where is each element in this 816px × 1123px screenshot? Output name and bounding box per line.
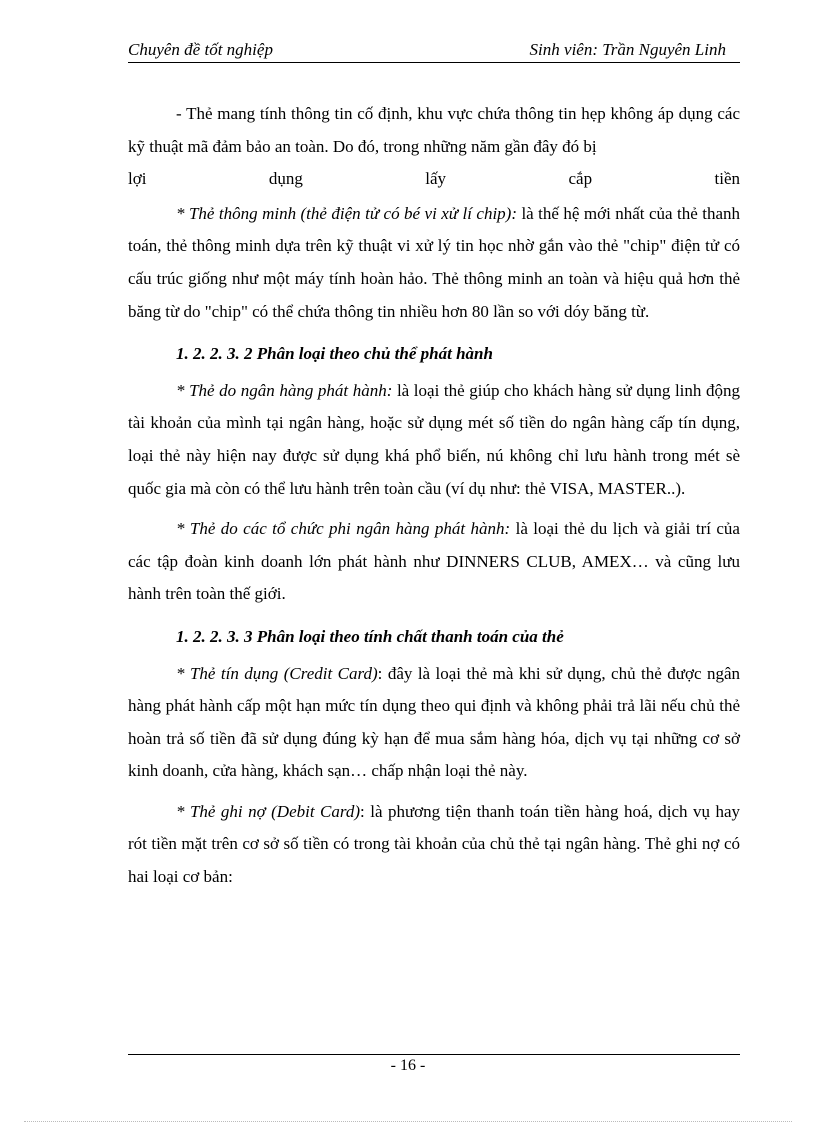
- page-header: [128, 38, 740, 63]
- term-bank-card: * Thẻ do ngân hàng phát hành:: [176, 380, 393, 400]
- header-author: Sinh viên: Trần Nguyên Linh: [529, 40, 726, 59]
- paragraph-text: là thế hệ mới nhất của thẻ thanh toán, thẻ thông minh dựa trên kỹ thuật vi xử lý tin học nhờ gắn vào thẻ "chip" điện tử có cấu trúc giống như một máy tính hoàn hảo. Thẻ thông minh an toàn và hiệu quả hơn thẻ băng từ do "chip" có thể chứa thông tin nhiều hơn 80 lần so với dóy băng từ.: [128, 203, 740, 321]
- paragraph-text: là loại thẻ giúp cho khách hàng sử dụng linh động tài khoản của mình tại ngân hàng, hoặc sử dụng mét số tiền do ngân hàng cấp tín dụng, loại thẻ này hiện nay được sử dụng khá phổ biến, nú không chỉ lưu hành trong mét sè quốc gia mà còn có thể lưu hành trên toàn cầu (ví dụ như: thẻ VISA, MASTER..).: [128, 380, 740, 498]
- term-debit-card: * Thẻ ghi nợ (Debit Card): [176, 801, 361, 821]
- paragraph-smart-card: [128, 198, 740, 328]
- paragraph-text: lợi dụng lấy cắp tiền: [128, 169, 740, 189]
- paragraph-text: : đây là loại thẻ mà khi sử dụng, chủ thẻ được ngân hàng phát hành cấp một hạn mức tín dụng theo qui định và không phải trả lãi nếu chủ thẻ hoàn trả số tiền đã sử dụng đúng kỳ hạn để mua sắm hàng hóa, dịch vụ tại những cơ sở kinh doanh, cửa hàng, khách sạn… chấp nhận loại thẻ này.: [128, 663, 740, 781]
- paragraph-text: là loại thẻ du lịch và giải trí của các tập đoàn kinh doanh lớn phát hành như DINNERS CLUB, AMEX… và cũng lưu hành trên toàn thế giới.: [128, 519, 740, 604]
- header-document-title: Chuyên đề tốt nghiệp: [128, 40, 273, 59]
- paragraph-bank-card: [128, 375, 740, 505]
- paragraph-debit-card: [128, 796, 740, 894]
- page-bottom-border: [24, 1121, 792, 1122]
- paragraph-text: - Thẻ mang tính thông tin cố định, khu vực chứa thông tin hẹp không áp dụng các kỹ thuật mã đảm bảo an toàn. Do đó, trong những năm gần đây đó bị: [128, 104, 740, 156]
- term-smart-card: * Thẻ thông minh (thẻ điện tử có bé vi xử lí chip):: [176, 203, 517, 223]
- section-heading-payment: 1. 2. 2. 3. 3 Phân loại theo tính chất thanh toán của thẻ: [176, 626, 564, 646]
- page-body: [128, 98, 740, 894]
- paragraph-credit-card: [128, 658, 740, 788]
- footer-divider: [128, 1054, 740, 1055]
- term-credit-card: * Thẻ tín dụng (Credit Card): [176, 663, 378, 683]
- page-number: - 16 -: [390, 1057, 426, 1074]
- paragraph-fixed-info-card: [128, 98, 740, 163]
- section-heading-issuer: 1. 2. 2. 3. 2 Phân loại theo chủ thể phát hành: [176, 344, 493, 364]
- paragraph-line-continuation: [128, 163, 740, 196]
- term-non-bank-card: * Thẻ do các tổ chức phi ngân hàng phát hành:: [176, 519, 511, 539]
- paragraph-text: : là phương tiện thanh toán tiền hàng hoá, dịch vụ hay rót tiền mặt trên cơ sở số tiền có trong tài khoản của chủ thẻ tại ngân hàng. Thẻ ghi nợ có hai loại cơ bản:: [128, 801, 740, 887]
- paragraph-non-bank-card: [128, 513, 740, 611]
